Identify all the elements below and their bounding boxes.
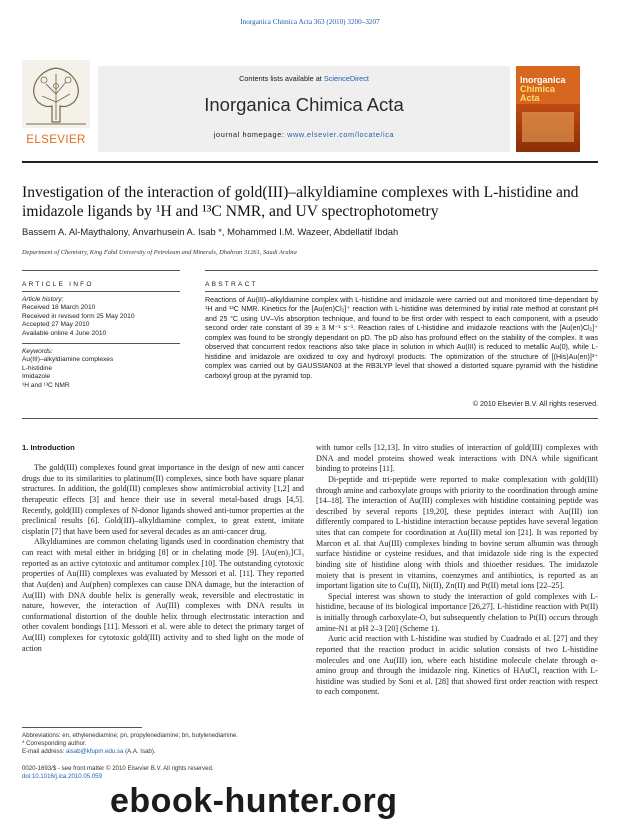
- abstract-copyright: © 2010 Elsevier B.V. All rights reserved.: [472, 400, 598, 408]
- intro-paragraph: Special interest was shown to study the interaction of gold complexes with L-histidine, because of its biological importance [26,27]. L-histidine reaction with Pt(II) is initially through carboxylate-O, but subsequently chelation to Pt(II) occurs through amine-N1 at pH 2–3 [20] (Scheme 1).: [316, 591, 598, 633]
- footnote-divider: [22, 727, 142, 728]
- footnotes: [22, 732, 304, 756]
- homepage-prefix: journal homepage:: [213, 130, 288, 139]
- elsevier-logo[interactable]: [22, 60, 90, 150]
- sciencedirect-link[interactable]: ScienceDirect: [323, 74, 369, 83]
- contents-prefix: Contents lists available at: [239, 74, 324, 83]
- cover-graphic: [522, 112, 574, 142]
- history-accepted: Accepted 27 May 2010: [22, 321, 90, 329]
- article-info-heading: ARTICLE INFO: [22, 281, 94, 288]
- intro-paragraph: Alkyldiamines are common chelating ligands used in coordination chemistry that can react with metal either in bridging [8] or in chelating mode [9]. [Au(en)₂]Cl₃ reported as an active cytotoxic and antitumor complex [10]. The outstanding cytotoxic properties of Au(III) complexes was evaluated by Messori et al. [11]. They reported that Au(den) and Au(phen) complexes can cause DNA damage, but the interaction of Au(III) with DNA double helix is generally weak, reversible and electrostatic in nature, however, the interaction of Au(III) complexes with DNA results in conformational distortion of the double helix through electrostatic interaction and other covalent bondings [11]. Messori et al. were able to detect the primary target of Au(III) complexes for cytotoxic gold(III) activity and to shed light on the mode of action: [22, 537, 304, 653]
- email-label: E-mail address:: [22, 748, 67, 755]
- watermark: ebook-hunter.org: [110, 782, 398, 820]
- history-label: Article history:: [22, 296, 64, 303]
- keyword-item: Imidazole: [22, 373, 51, 381]
- corresponding-note: * Corresponding author.: [22, 740, 87, 747]
- history-online: Available online 4 June 2010: [22, 329, 107, 337]
- issn-line: 0020-1693/$ - see front matter © 2010 Elsevier B.V. All rights reserved.: [22, 765, 214, 772]
- elsevier-tree-icon: [22, 60, 90, 128]
- intro-heading: 1. Introduction: [22, 443, 75, 452]
- keywords-label: Keywords:: [22, 348, 53, 355]
- publisher-logo-text: ELSEVIER: [26, 134, 86, 146]
- abstract-text: Reactions of Au(III)–alkyldiamine complex with L-histidine and imidazole were carried out and monitored time-dependant by ¹H and ¹³C NMR. Kinetics for the [Au(en)Cl₂]⁺ reaction with L-histidine was determined by initial rate method at constant pH and 25 °C using UV–Vis absorption technique, and found to be first order with respect to each component, with a pseudo second order rate constant of 39 ± 3 M⁻¹ s⁻¹. Reaction rates of L-histidine and imidazole reactions with the [Au(en)Cl₂]⁺ complex was found to be strongly dependant on pD. The pD also has profound effect on the stability of the complex. It was observed that concurrent redox reactions also take place in solution in which Au(III) is reduced to metallic Au(0), while L-histidine and imidazole are oxidized to oxy and hydroxyl products. The optimization of the structure of [(His)Au(en)]³⁺ complex was carried out by GAUSSIAN03 at the RB3LYP level that showed a distorted square pyramid with the histidine carboxyl group at the pyramid top.: [205, 296, 598, 380]
- email-note: [22, 748, 304, 756]
- cover-title: [520, 76, 576, 103]
- history-revised: Received in revised form 25 May 2010: [22, 312, 135, 320]
- left-column: [22, 463, 304, 654]
- intro-paragraph: Di-peptide and tri-peptide were reported to make complexation with gold(III) through amine and carboxylate groups with priority to the coordination through amine [14–18]. The interaction of Au(III) complexes with histidine containing peptide was described by several reports [19,20], these peptides interact with Au(III) ion differently compared to L-histidine interaction because peptides have several legation sites that can compete for coordination at Au(III) metal ion [21]. It was reported by Marcon et al. that Au(III) complexes binding to bovine serum albumin was through surface histidine or cysteine residues, and that imidazole side ring is the expected binding site of histidine along with thiols and thioether residues. The imidazole moiety that is present in vitamins, coenzymes and antibiotics, is reported as an important ligation site to Cu(II), Ni(II), Zn(II) and Pt(II) metal ions [22–25].: [316, 474, 598, 591]
- article-title: Investigation of the interaction of gold(III)–alkyldiamine complexes with L-histidine and imidazole ligands by ¹H and ¹³C NMR, and UV spectrophotometry: [22, 184, 579, 220]
- abbreviations-note: Abbreviations: en, ethylenediamine; pn, propylenediamine; bn, butylenediamine.: [22, 732, 239, 739]
- abstract-divider: [205, 291, 598, 292]
- journal-cover[interactable]: [516, 66, 580, 152]
- abstract-divider-top: [205, 270, 598, 271]
- abstract-heading: ABSTRACT: [205, 281, 258, 288]
- keywords-divider: [22, 343, 180, 344]
- keywords-block: [22, 348, 182, 390]
- email-link[interactable]: aisab@kfupm.edu.sa: [66, 748, 124, 755]
- info-divider: [22, 291, 180, 292]
- author-affiliation: Department of Chemistry, King Fahd University of Petroleum and Minerals, Dhahran 31261, Saudi Arabia: [22, 249, 297, 256]
- author-list: Bassem A. Al-Maythalony, Anvarhusein A. Isab *, Mohammed I.M. Wazeer, Abdellatif Ibdah: [22, 226, 399, 237]
- abstract-bottom-divider: [22, 418, 598, 419]
- doi-link[interactable]: doi:10.1016/j.ica.2010.05.059: [22, 773, 102, 780]
- cover-title-line-1: Inorganica: [520, 75, 566, 85]
- intro-paragraph: Auric acid reaction with L-histidine was studied by Cuadrado et al. [27] and they reported that the reaction product in acidic solution consists of two L-histidine molecules and one Au(III) ion, where each histidine molecule chelate through α-amino group and through the imidazole ring. Kinetics of HAuCl₄ reaction with L-histidine was studied by Soni et al. [28] that showed first order reaction with respect to each component.: [316, 634, 598, 697]
- contents-line: [98, 74, 510, 83]
- journal-homepage: [98, 130, 510, 139]
- issn-block: [22, 765, 304, 781]
- journal-citation[interactable]: Inorganica Chimica Acta 363 (2010) 3200–3207: [240, 18, 380, 26]
- cover-title-line-2: Chimica Acta: [520, 84, 556, 103]
- intro-paragraph: The gold(III) complexes found great importance in the design of new anti cancer drugs due to its similarities to platinum(II) complexes, since both have square planar structures. In addition, the gold(III) complexes show antimicrobial activity [1,2] and therapeutic effects [3] and hence their use in several metal-based drugs [4,5]. Recently, gold(III) complexes of N-donor ligands showed anti-tumor properties at the preclinical results [6]. Gold(III)–alkyldiamine complex, to great extent, imitate cisplatin [7] that have been used for several decades as an anti-cancer drug.: [22, 463, 304, 536]
- homepage-url[interactable]: www.elsevier.com/locate/ica: [287, 130, 395, 139]
- right-column: [316, 443, 598, 698]
- keyword-item: ¹H and ¹³C NMR: [22, 381, 70, 389]
- journal-masthead: [98, 66, 510, 152]
- intro-paragraph: with tumor cells [12,13]. In vitro studies of interaction of gold(III) complexes with DNA and model proteins showed weak interactions with DNA while significant binding to proteins [11].: [316, 443, 598, 474]
- keyword-item: L-histidine: [22, 364, 53, 372]
- email-suffix: (A.A. Isab).: [123, 748, 156, 755]
- info-divider-top: [22, 270, 180, 271]
- article-history: [22, 296, 182, 338]
- journal-name: Inorganica Chimica Acta: [204, 94, 404, 115]
- keyword-item: Au(III)–alkyldiamine complexes: [22, 356, 114, 364]
- history-received: Received 18 March 2010: [22, 304, 96, 312]
- header-divider: [22, 161, 598, 163]
